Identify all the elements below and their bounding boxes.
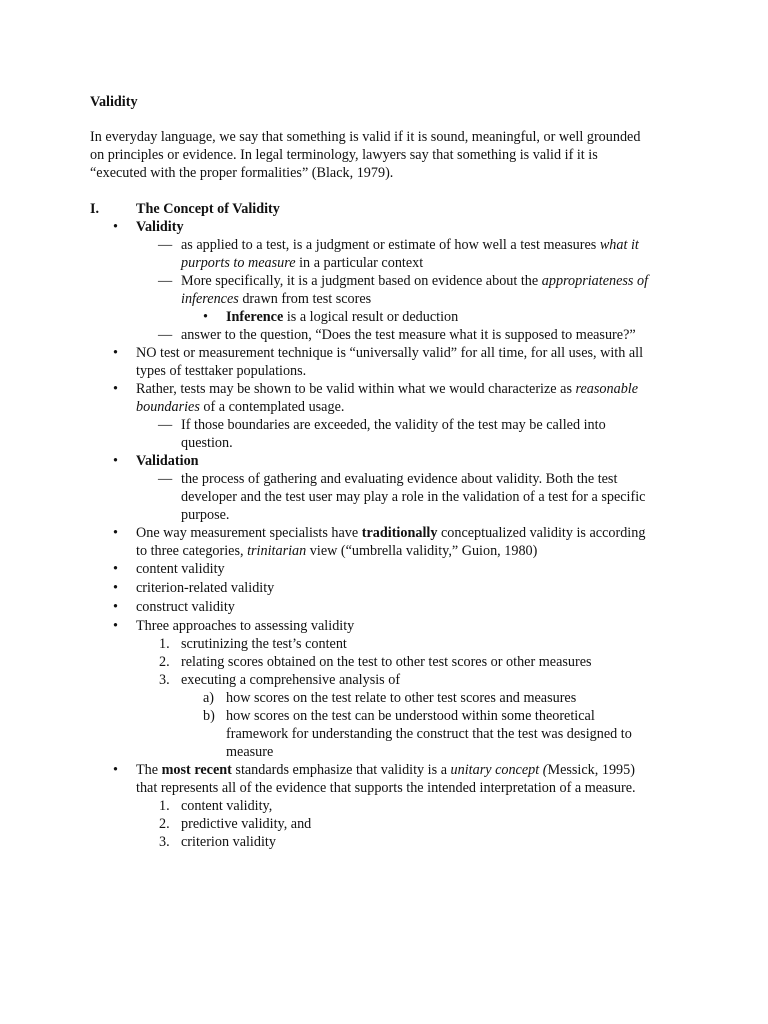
bullet-marker: •	[113, 580, 118, 596]
bullet-marker: •	[113, 345, 118, 361]
category-item: content validity	[136, 561, 225, 577]
recent-line-2: that represents all of the evidence that supports the intended interpretation of a measure.	[136, 780, 636, 796]
bullet-marker: •	[113, 453, 118, 469]
bullet-marker: •	[113, 561, 118, 577]
category-item: criterion-related validity	[136, 580, 275, 596]
list-letter: a)	[203, 690, 215, 706]
dash-marker: —	[158, 273, 173, 289]
validation-line-2: developer and the test user may play a role in the validation of a test for a specific	[181, 489, 646, 505]
validity-def-2-cont: inferences drawn from test scores	[181, 291, 372, 307]
bullet-marker: •	[113, 762, 118, 778]
approach-item: relating scores obtained on the test to other test scores or other measures	[181, 654, 592, 670]
boundaries-line-2: question.	[181, 435, 233, 451]
bullet-marker: •	[203, 309, 208, 325]
bullet-marker: •	[113, 219, 118, 235]
section-heading: The Concept of Validity	[136, 201, 280, 217]
validity-def-3: answer to the question, “Does the test measure what it is supposed to measure?”	[181, 327, 636, 343]
validity-label: Validity	[136, 219, 184, 235]
category-item: construct validity	[136, 599, 235, 615]
validation-label: Validation	[136, 453, 199, 469]
list-number: 2.	[159, 816, 170, 832]
approaches-label: Three approaches to assessing validity	[136, 618, 355, 634]
recent-item: criterion validity	[181, 834, 276, 850]
traditional-line-1: One way measurement specialists have traditionally conceptualized validity is according	[136, 525, 646, 541]
intro-line-1: In everyday language, we say that something is valid if it is sound, meaningful, or well grounded	[90, 129, 641, 145]
dash-marker: —	[158, 237, 173, 253]
list-number: 3.	[159, 672, 170, 688]
boundaries-line-1: If those boundaries are exceeded, the validity of the test may be called into	[181, 417, 606, 433]
validity-def-1: as applied to a test, is a judgment or estimate of how well a test measures what it	[181, 237, 639, 253]
validation-line-3: purpose.	[181, 507, 230, 523]
recent-item: predictive validity, and	[181, 816, 312, 832]
bullet-marker: •	[113, 381, 118, 397]
list-number: 1.	[159, 636, 170, 652]
no-test-line-1: NO test or measurement technique is “universally valid” for all time, for all uses, with all	[136, 345, 644, 361]
intro-line-3: “executed with the proper formalities” (Black, 1979).	[90, 165, 394, 181]
list-number: 2.	[159, 654, 170, 670]
no-test-line-2: types of testtaker populations.	[136, 363, 307, 379]
bullet-marker: •	[113, 599, 118, 615]
approach-subitem: how scores on the test relate to other test scores and measures	[226, 690, 577, 706]
bullet-marker: •	[113, 618, 118, 634]
inference-item: Inference is a logical result or deduction	[226, 309, 459, 325]
recent-item: content validity,	[181, 798, 273, 814]
recent-line-1: The most recent standards emphasize that validity is a unitary concept (Messick, 1995)	[136, 762, 635, 778]
list-letter: b)	[203, 708, 215, 724]
validation-line-1: the process of gathering and evaluating evidence about validity. Both the test	[181, 471, 618, 487]
bullet-marker: •	[113, 525, 118, 541]
dash-marker: —	[158, 327, 173, 343]
validity-def-2: More specifically, it is a judgment based on evidence about the appropriateness of	[181, 273, 649, 289]
approach-item: scrutinizing the test’s content	[181, 636, 347, 652]
approach-item: executing a comprehensive analysis of	[181, 672, 401, 688]
validity-def-1-cont: purports to measure in a particular context	[181, 255, 424, 271]
approach-subitem: how scores on the test can be understood within some theoretical	[226, 708, 595, 724]
traditional-line-2: to three categories, trinitarian view (“umbrella validity,” Guion, 1980)	[136, 543, 538, 559]
document-title: Validity	[90, 94, 138, 110]
section-numeral: I.	[90, 201, 100, 217]
approach-subitem-cont: measure	[226, 744, 274, 760]
list-number: 3.	[159, 834, 170, 850]
dash-marker: —	[158, 417, 173, 433]
approach-subitem-cont: framework for understanding the construct that the test was designed to	[226, 726, 632, 742]
list-number: 1.	[159, 798, 170, 814]
rather-line-2: boundaries of a contemplated usage.	[136, 399, 345, 415]
dash-marker: —	[158, 471, 173, 487]
rather-line-1: Rather, tests may be shown to be valid within what we would characterize as reasonable	[136, 381, 639, 397]
intro-line-2: on principles or evidence. In legal terminology, lawyers say that something is valid if it is	[90, 147, 598, 163]
